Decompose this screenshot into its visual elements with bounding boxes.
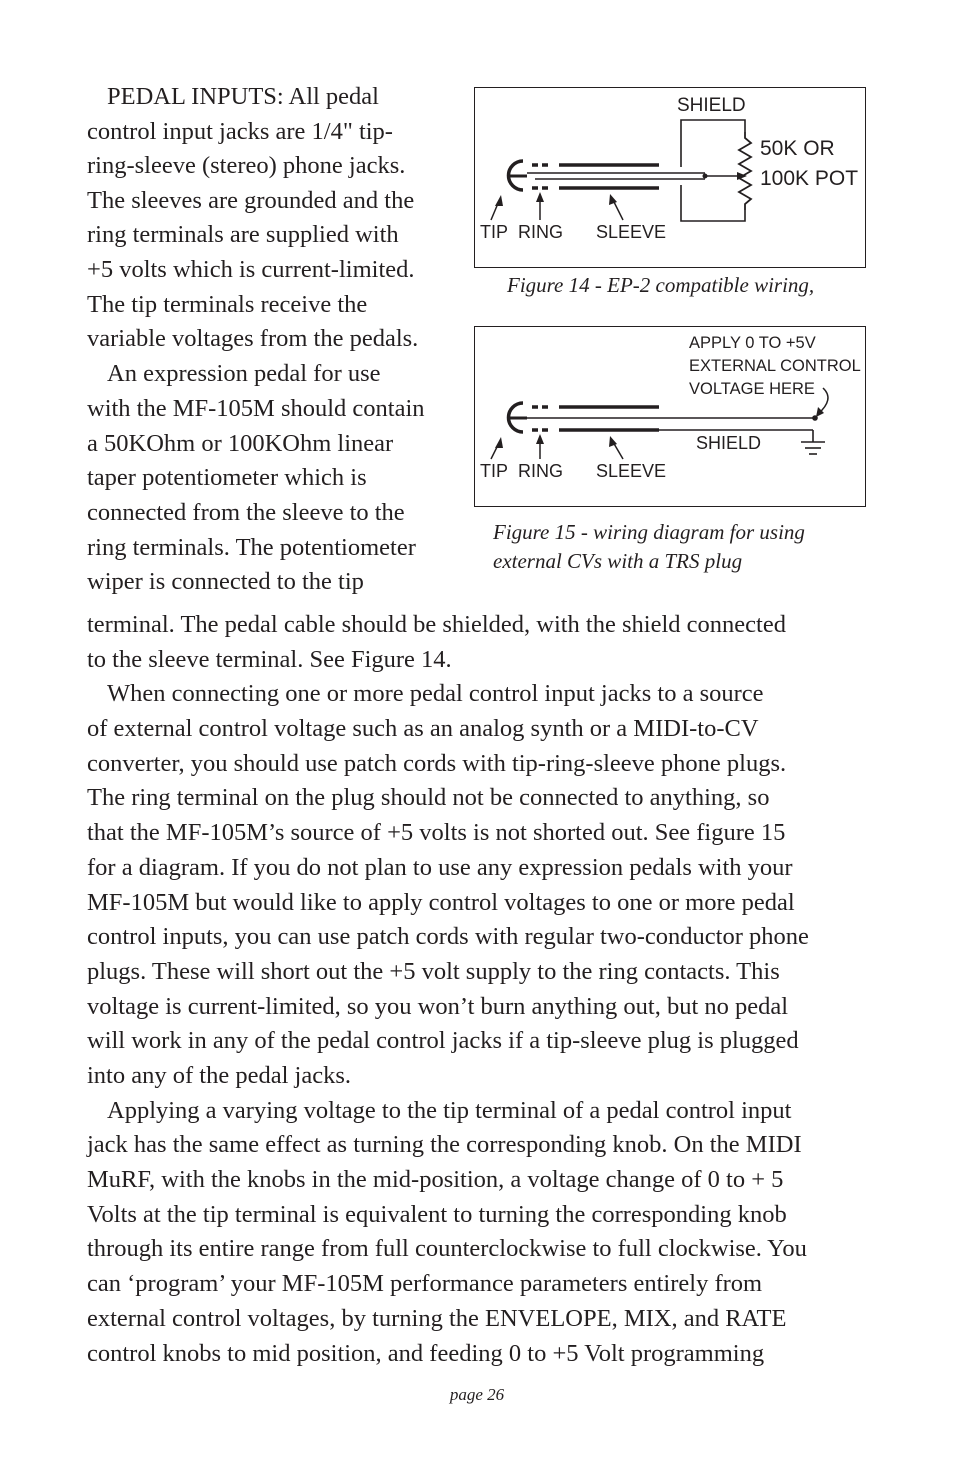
apply-label-line3: VOLTAGE HERE <box>689 380 815 398</box>
shield-label: SHIELD <box>677 95 746 116</box>
text-line: for a diagram. If you do not plan to use any expression pedals with your <box>87 854 793 881</box>
text-line: Applying a varying voltage to the tip terminal of a pedal control input <box>107 1097 792 1124</box>
tip-label: TIP <box>480 461 509 481</box>
sleeve-label: SLEEVE <box>596 461 667 481</box>
sleeve-label: SLEEVE <box>596 222 667 242</box>
sleeve-pointer-head <box>609 194 617 205</box>
text-line: The ring terminal on the plug should not be connected to anything, so <box>87 784 770 811</box>
text-line: MuRF, with the knobs in the mid-position, a voltage change of 0 to + 5 <box>87 1166 784 1193</box>
text-line: control input jacks are 1/4" tip- <box>87 118 393 145</box>
text-line: The sleeves are grounded and the <box>87 187 415 214</box>
apply-label-line1: APPLY 0 TO +5V <box>689 334 816 352</box>
text-line: control knobs to mid position, and feeding 0 to +5 Volt programming <box>87 1340 765 1367</box>
text-line: taper potentiometer which is <box>87 464 367 491</box>
text-line: through its entire range from full counterclockwise to full clockwise. You <box>87 1235 807 1262</box>
text-line: into any of the pedal jacks. <box>87 1062 351 1089</box>
text-line: +5 volts which is current-limited. <box>87 256 415 283</box>
figure-14-caption: Figure 14 - EP-2 compatible wiring, <box>507 273 815 297</box>
shield-wire-top <box>681 120 745 167</box>
text-line: connected from the sleeve to the <box>87 499 405 526</box>
figure-14-diagram <box>474 87 866 268</box>
text-line: will work in any of the pedal control jacks if a tip-sleeve plug is plugged <box>87 1027 799 1054</box>
text-line: wiper is connected to the tip <box>87 568 364 595</box>
ring-label: RING <box>518 222 563 242</box>
text-line: terminal. The pedal cable should be shielded, with the shield connected <box>87 611 786 638</box>
text-line: that the MF-105M’s source of +5 volts is not shorted out. See figure 15 <box>87 819 786 846</box>
text-line: a 50KOhm or 100KOhm linear <box>87 430 394 457</box>
figure-15-diagram <box>474 326 866 507</box>
text-line: with the MF-105M should contain <box>87 395 425 422</box>
text-line: converter, you should use patch cords with tip-ring-sleeve phone plugs. <box>87 750 787 777</box>
shield-label: SHIELD <box>696 433 762 453</box>
text-line: ring-sleeve (stereo) phone jacks. <box>87 152 406 179</box>
figure-14-svg <box>475 88 864 266</box>
tip-pointer-head <box>495 195 503 206</box>
ring-pointer-head <box>536 192 544 202</box>
text-line: of external control voltage such as an analog synth or a MIDI-to-CV <box>87 715 759 742</box>
page-number: page 26 <box>449 1385 505 1404</box>
tip-pointer-head <box>495 437 503 448</box>
apply-label-line2: EXTERNAL CONTROL <box>689 357 861 375</box>
text-line: When connecting one or more pedal control input jacks to a source <box>107 680 764 707</box>
ring-pointer-head <box>536 434 544 444</box>
text-line: An expression pedal for use <box>107 360 381 387</box>
figure-15-caption-line1: Figure 15 - wiring diagram for using <box>493 520 805 544</box>
text-line: external control voltages, by turning the ENVELOPE, MIX, and RATE <box>87 1305 787 1332</box>
text-line: voltage is current-limited, so you won’t burn anything out, but no pedal <box>87 993 789 1020</box>
sleeve-pointer <box>613 200 623 220</box>
shield-wire-bottom <box>681 185 745 221</box>
text-line: can ‘program’ your MF-105M performance parameters entirely from <box>87 1270 763 1297</box>
text-line: to the sleeve terminal. See Figure 14. <box>87 646 452 673</box>
tip-label: TIP <box>480 222 509 242</box>
text-line: jack has the same effect as turning the corresponding knob. On the MIDI <box>87 1131 802 1158</box>
text-line: ring terminals. The potentiometer <box>87 534 416 561</box>
text-line: plugs. These will short out the +5 volt supply to the ring contacts. This <box>87 958 780 985</box>
text-line: control inputs, you can use patch cords with regular two-conductor phone <box>87 923 809 950</box>
pot-label-line2: 100K POT <box>760 167 859 190</box>
figure-15-caption-line2: external CVs with a TRS plug <box>493 549 743 573</box>
potentiometer-resistor <box>739 132 751 210</box>
text-line: variable voltages from the pedals. <box>87 325 419 352</box>
text-line: MF-105M but would like to apply control voltages to one or more pedal <box>87 889 795 916</box>
text-line: ring terminals are supplied with <box>87 221 399 248</box>
text-line: PEDAL INPUTS: All pedal <box>107 83 379 110</box>
ring-label: RING <box>518 461 563 481</box>
text-line: Volts at the tip terminal is equivalent to turning the corresponding knob <box>87 1201 787 1228</box>
pot-label-line1: 50K OR <box>760 137 835 160</box>
text-line: The tip terminals receive the <box>87 291 368 318</box>
figure-15-svg <box>475 327 864 505</box>
